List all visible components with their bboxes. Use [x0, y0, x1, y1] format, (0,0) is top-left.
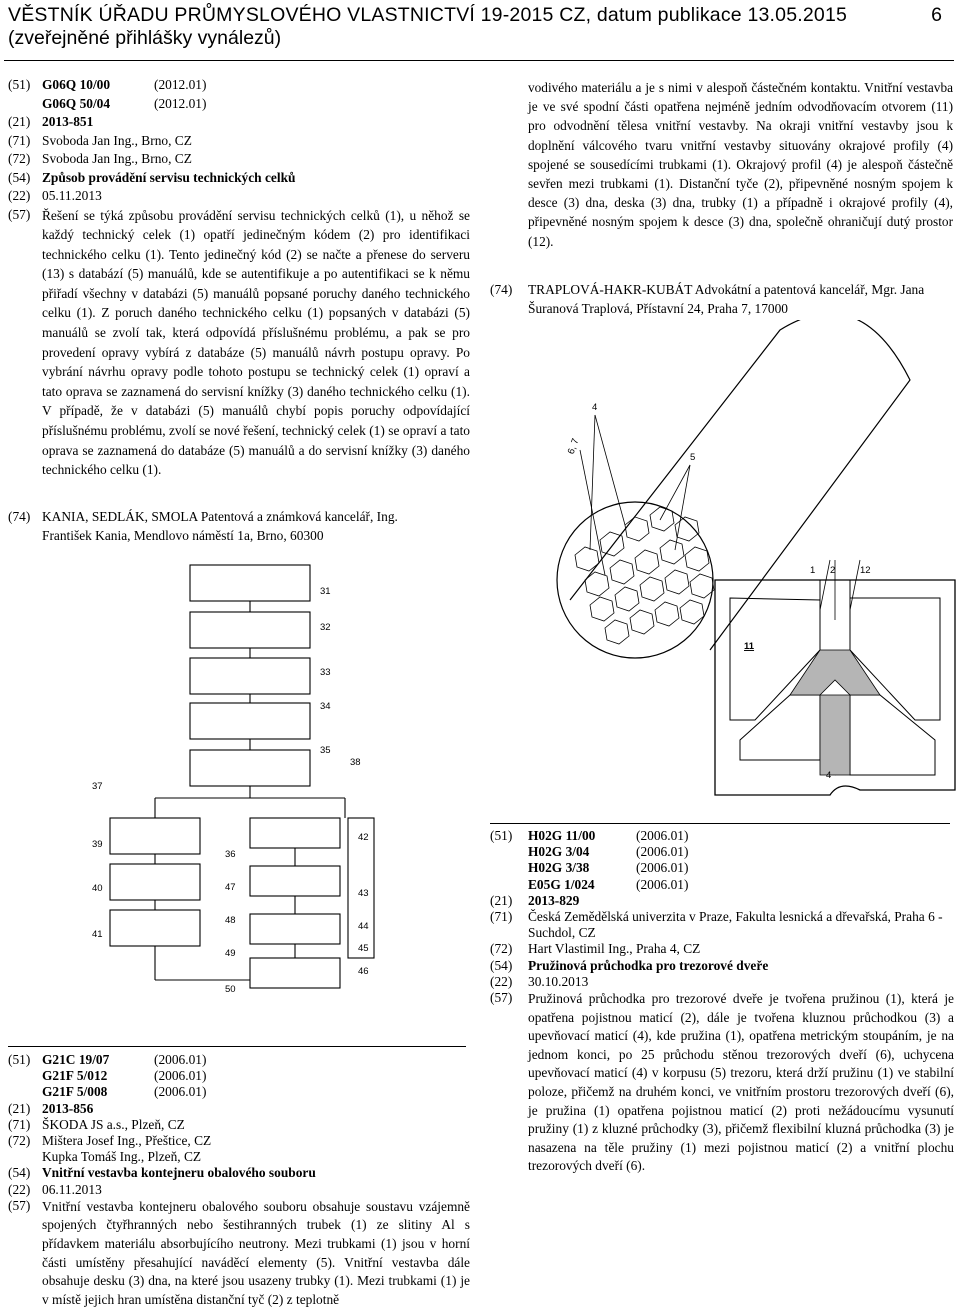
detail-tube-right [850, 598, 940, 720]
invention-title: Vnitřní vestavba kontejneru obalového souboru [42, 1165, 316, 1181]
flow-label: 39 [92, 839, 103, 850]
ipc-class: H02G 3/04 [528, 844, 590, 860]
ipc-class: G06Q 10/00 [42, 77, 111, 92]
code-57: (57) [8, 1197, 31, 1213]
invention-title: Způsob provádění servisu technických celků [42, 169, 296, 185]
flow-label: 36 [225, 849, 236, 860]
ipc-date: (2006.01) [636, 844, 689, 860]
inventor: Mištera Josef Ing., Přeštice, CZ [42, 1133, 212, 1149]
flow-label: 41 [92, 929, 103, 940]
flowchart-figure [80, 560, 380, 1000]
cross-section-circle [557, 502, 713, 658]
flow-box-34 [190, 703, 310, 739]
abstract-continuation: vodivého materiálu a je s nimi v alespoň částečném kontaktu. Vnitřní vestavba je ve své spodní části opatřena nejméně jedním odvodňovacím otvorem (11) pro odvodnění tělesa vnitřní vestavby. Na okraji vnitřní vestavby jsou k doplnění válcového tvaru vnitřní vestavby situovány okrajové profily (4) spojené se sousedícími trubkami (1). Okrajový profil (4) je alespoň částečně sevřen mezi trubkami (1). Distanční tyče (2), připevněné nosným spojem k desce (3) dna, deska (3) dna, trubky (1) a případně i okrajové profily (4), připevněné nosným spojem k desce (3) dna, společně ohraničují dutý prostor (12). [528, 80, 953, 249]
flow-label: 47 [225, 882, 236, 893]
agent-block-2 [490, 281, 953, 318]
code-22: (22) [8, 188, 31, 203]
flow-label: 31 [320, 586, 331, 597]
code-57: (57) [490, 990, 513, 1006]
header-rule [4, 60, 954, 61]
flow-label: 45 [358, 943, 369, 954]
drawing-label: 2 [830, 565, 836, 576]
ipc-date: (2006.01) [636, 828, 689, 843]
agent-line: KANIA, SEDLÁK, SMOLA Patentová a známková kancelář, Ing. [42, 509, 398, 524]
ipc-class: G21F 5/008 [42, 1084, 108, 1100]
agent-line: František Kania, Mendlovo náměstí 1a, Brno, 60300 [42, 527, 324, 543]
journal-title: VĚSTNÍK ÚŘADU PRŮMYSLOVÉHO VLASTNICTVÍ 19-2015 CZ, datum publikace 13.05.2015 [8, 4, 848, 26]
code-57: (57) [8, 206, 31, 222]
code-74: (74) [8, 509, 31, 524]
container-drawing [530, 320, 958, 800]
journal-subtitle: (zveřejněné přihlášky vynálezů) [8, 27, 282, 49]
flow-label: 48 [225, 915, 236, 926]
code-54: (54) [8, 169, 31, 185]
flow-box-47 [250, 866, 340, 896]
entry-separator [490, 823, 950, 824]
flow-label: 49 [225, 948, 236, 959]
ipc-date: (2006.01) [154, 1084, 207, 1100]
drawing-label: 12 [860, 565, 871, 576]
code-51: (51) [490, 828, 513, 843]
agent: TRAPLOVÁ-HAKR-KUBÁT Advokátní a patentová kancelář, Mgr. Jana Šuranová Traplová, Přístavní 24, Praha 7, 17000 [528, 282, 925, 316]
inventor: Hart Vlastimil Ing., Praha 4, CZ [528, 941, 701, 957]
flow-box-32 [190, 612, 310, 648]
code-22: (22) [490, 973, 513, 989]
flow-box-33 [190, 658, 310, 694]
entry-separator [8, 1046, 466, 1047]
flow-label: 33 [320, 667, 331, 678]
code-21: (21) [8, 114, 31, 129]
code-51: (51) [8, 77, 31, 92]
ipc-class: E05G 1/024 [528, 876, 595, 892]
code-71: (71) [8, 1116, 31, 1132]
ipc-date: (2006.01) [636, 876, 689, 892]
abstract: Vnitřní vestavba kontejneru obalového souboru obsahuje soustavu vzájemně spojených čtyřhranných nebo šestihranných trubek (1) ze slitiny Al s přídavkem materiálu absorbujícího neutrony. Mezi trubkami (1) jsou v horní části umístěny přesahující naváděcí elementy (5). Vnitřní vestavba dále obsahuje desku (3) dna, na které jsou usazeny trubky (1). Mezi trubkami (1) je v místě jejich hran umístěna distanční tyč (2) z teplotně [42, 1198, 470, 1307]
flow-label: 35 [320, 745, 331, 756]
detail-tube-left [730, 598, 820, 720]
flow-box-36 [250, 818, 340, 848]
code-21: (21) [8, 1100, 31, 1116]
applicant: ŠKODA JS a.s., Plzeň, CZ [42, 1116, 185, 1132]
page-header [8, 4, 952, 50]
code-51: (51) [8, 1052, 31, 1067]
entry-2013-829 [490, 828, 954, 1176]
flow-label: 40 [92, 883, 103, 894]
code-72: (72) [490, 941, 513, 957]
invention-title: Pružinová průchodka pro trezorové dveře [528, 957, 769, 973]
ipc-class: G06Q 50/04 [42, 95, 111, 111]
ipc-date: (2012.01) [154, 77, 207, 92]
filing-date: 06.11.2013 [42, 1181, 102, 1197]
drawing-label: 4 [592, 402, 598, 413]
application-number: 2013-829 [528, 892, 580, 908]
ipc-class: H02G 11/00 [528, 828, 596, 843]
code-72: (72) [8, 1133, 31, 1149]
application-number: 2013-851 [42, 114, 94, 129]
ipc-date: (2006.01) [636, 860, 689, 876]
inventor: Kupka Tomáš Ing., Plzeň, CZ [42, 1149, 202, 1165]
flow-label: 34 [320, 701, 331, 712]
flow-box-48 [250, 914, 340, 944]
flow-label: 32 [320, 622, 331, 633]
applicant: Svoboda Jan Ing., Brno, CZ [42, 132, 192, 148]
code-54: (54) [8, 1165, 31, 1181]
inventor: Svoboda Jan Ing., Brno, CZ [42, 151, 192, 166]
flow-label: 37 [92, 781, 103, 792]
entry-2013-851 [8, 76, 470, 480]
flow-box-39 [110, 818, 200, 854]
flow-label: 38 [350, 757, 361, 768]
container-outline [570, 320, 910, 650]
flow-label: 44 [358, 921, 369, 932]
page-number: 6 [931, 4, 942, 26]
filing-date: 30.10.2013 [528, 973, 589, 989]
ipc-class: G21C 19/07 [42, 1052, 110, 1067]
flow-label: 43 [358, 888, 369, 899]
ipc-class: H02G 3/38 [528, 860, 590, 876]
drawing-label: 1 [810, 565, 816, 576]
code-71: (71) [490, 909, 513, 925]
detail-lower-left [740, 695, 820, 760]
filing-date: 05.11.2013 [42, 188, 102, 203]
flow-box-50 [250, 958, 340, 988]
detail-hatched-plate [820, 695, 850, 775]
flow-label: 42 [358, 832, 369, 843]
flow-label: 46 [358, 966, 369, 977]
entry-2013-856 [8, 1052, 470, 1309]
application-number: 2013-856 [42, 1100, 94, 1116]
code-71: (71) [8, 132, 31, 148]
applicant: Česká Zemědělská univerzita v Praze, Fakulta lesnická a dřevařská, Praha 6 - Suchdol, CZ [528, 909, 943, 941]
ipc-date: (2006.01) [154, 1052, 207, 1067]
ipc-date: (2006.01) [154, 1068, 207, 1084]
flow-box-41 [110, 910, 200, 946]
drawing-label: 4 [826, 770, 832, 781]
code-72: (72) [8, 151, 31, 166]
agent-block-1 [8, 508, 470, 545]
ipc-class: G21F 5/012 [42, 1068, 108, 1084]
flow-box-40 [110, 864, 200, 900]
abstract: Pružinová průchodka pro trezorové dveře je tvořena pružinou (1), která je opatřena pojistnou maticí (2), dále je tvořena kluznou průchodkou (3) a upevňovací maticí (4), kde pružina (1), opatřena metrickým stoupáním, je na jednom konci, po 25 průchodu stěnou trezorových dveří (6), uchycena upevňovací maticí (4) v korpusu (5) trezoru, která drží pružinu (1) ve stabilní poloze, přičemž na druhém konci, ve vnitřním prostoru trezorových dveří (6), je pružina (1) opatřena pojistnou maticí (2) proti nežádoucímu vysunutí pružiny (1) z kluzné průchodky (3), přičemž flexibilní kluzná průchodka (3) je nasazena na těle pružiny (1) mezi pojistnou maticí (2) a vnitřní plochu trezorových dveří (6). [528, 991, 954, 1174]
code-21: (21) [490, 892, 513, 908]
detail-lower-right [850, 695, 935, 775]
drawing-label: 11 [744, 641, 755, 652]
flow-box-35 [190, 750, 310, 786]
code-54: (54) [490, 957, 513, 973]
detail-hatched-spacer [790, 650, 880, 695]
drawing-label: 6, 7 [565, 437, 582, 456]
flow-box-31 [190, 565, 310, 601]
flow-label: 50 [225, 984, 236, 995]
code-22: (22) [8, 1181, 31, 1197]
ipc-date: (2012.01) [154, 95, 207, 111]
abstract: Řešení se týká způsobu provádění servisu technických celků (1), u něhož se každý technický celek (1) opatří jedinečným kódem (2) pro identifikaci technického celku (1). Tento jedinečný kód (2) se načte a přenese do serveru (13) s databází (5) manuálů, kde se autentifikuje a po autentifikaci se k němu přiřadí všechny v databázi (5) manuálů popsané poruchy daného technického celku (1). Z poruch daného technického celku (1) popsaných v databázi (5) manuálů se zvolí tak, která odpovídá příslušnému problému, a pak se pro provedení opravy vybírá z databáze (5) manuálů návrh postupu opravy. Po vybrání návrhu opravy podle tohoto postupu se technický celek (1) opraví a tato oprava se zaznamená do servisní knížky (3) daného technického celku (1). V případě, že v databázi (5) manuálů chybí popis poruchy odpovídající příslušnému problému, zvolí se nové řešení, technický celek (1) se opraví a tato oprava se zaznamená do databáze (5) manuálů a do servisní knížky (3) daného technického celku (1). [42, 207, 470, 478]
code-74: (74) [490, 282, 513, 297]
drawing-label: 5 [690, 452, 696, 463]
